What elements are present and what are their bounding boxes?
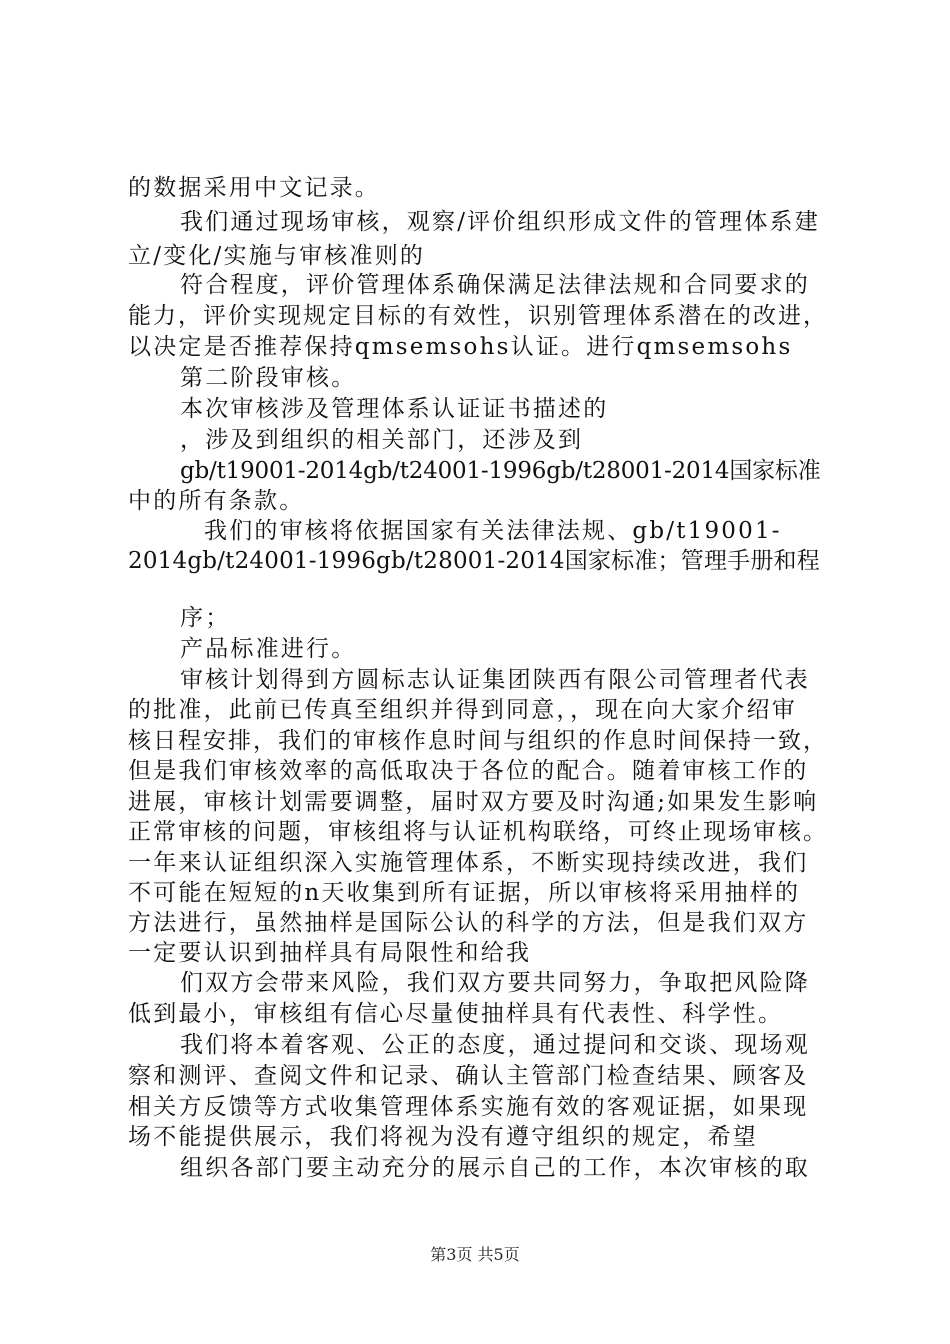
text-line: 2014gb/t24001-1996gb/t28001-2014国家标准；管理手册和程 <box>128 548 820 574</box>
text-line: 们双方会带来风险，我们双方要共同努力，争取把风险降 <box>180 970 810 996</box>
text-line: 的批准，此前已传真至组织并得到同意，，现在向大家介绍审 <box>128 697 797 723</box>
text-line: 进展，审核计划需要调整，届时双方要及时沟通;如果发生影响 <box>128 789 819 815</box>
text-line: 核日程安排，我们的审核作息时间与组织的作息时间保持一致， <box>128 728 828 754</box>
text-line: 符合程度，评价管理体系确保满足法律法规和合同要求的 <box>180 272 810 298</box>
text-line: 产品标准进行。 <box>180 636 357 662</box>
text-line: 本次审核涉及管理体系认证证书描述的 <box>180 396 609 422</box>
text-line: 但是我们审核效率的高低取决于各位的配合。随着审核工作的 <box>128 758 809 784</box>
text-line: 序； <box>180 605 231 631</box>
text-line: 第二阶段审核。 <box>180 365 357 391</box>
text-line: 我们的审核将依据国家有关法律法规、gb/t19001- <box>204 518 782 544</box>
text-line: gb/t19001-2014gb/t24001-1996gb/t28001-2014国家标准 <box>180 458 821 484</box>
text-line: ，涉及到组织的相关部门，还涉及到 <box>180 427 584 453</box>
text-line: 组织各部门要主动充分的展示自己的工作，本次审核的取 <box>180 1155 810 1181</box>
text-line: 中的所有条款。 <box>128 488 305 514</box>
text-line: 察和测评、查阅文件和记录、确认主管部门检查结果、顾客及 <box>128 1063 809 1089</box>
text-line: 我们将本着客观、公正的态度，通过提问和交谈、现场观 <box>180 1032 810 1058</box>
text-line: 相关方反馈等方式收集管理体系实施有效的客观证据，如果现 <box>128 1094 809 1120</box>
text-line: 一定要认识到抽样具有局限性和给我 <box>128 940 532 966</box>
text-line: 能力，评价实现规定目标的有效性，识别管理体系潜在的改进， <box>128 303 828 329</box>
text-line: 审核计划得到方圆标志认证集团陕西有限公司管理者代表 <box>180 667 810 693</box>
text-line: 方法进行，虽然抽样是国际公认的科学的方法，但是我们双方 <box>128 910 809 936</box>
text-line: 一年来认证组织深入实施管理体系，不断实现持续改进，我们 <box>128 850 809 876</box>
text-line: 不可能在短短的n天收集到所有证据，所以审核将采用抽样的 <box>128 880 801 906</box>
text-line: 正常审核的问题，审核组将与认证机构联络，可终止现场审核。 <box>128 819 828 845</box>
text-line: 以决定是否推荐保持qmsemsohs认证。进行qmsemsohs <box>128 334 793 360</box>
text-line: 立/变化/实施与审核准则的 <box>128 243 426 269</box>
text-line: 低到最小，审核组有信心尽量使抽样具有代表性、科学性。 <box>128 1001 784 1027</box>
text-line: 场不能提供展示，我们将视为没有遵守组织的规定，希望 <box>128 1124 758 1150</box>
page-number-footer: 第3页 共5页 <box>430 1245 520 1264</box>
text-line: 我们通过现场审核，观察/评价组织形成文件的管理体系建 <box>180 209 820 235</box>
text-line: 的数据采用中文记录。 <box>128 175 380 201</box>
